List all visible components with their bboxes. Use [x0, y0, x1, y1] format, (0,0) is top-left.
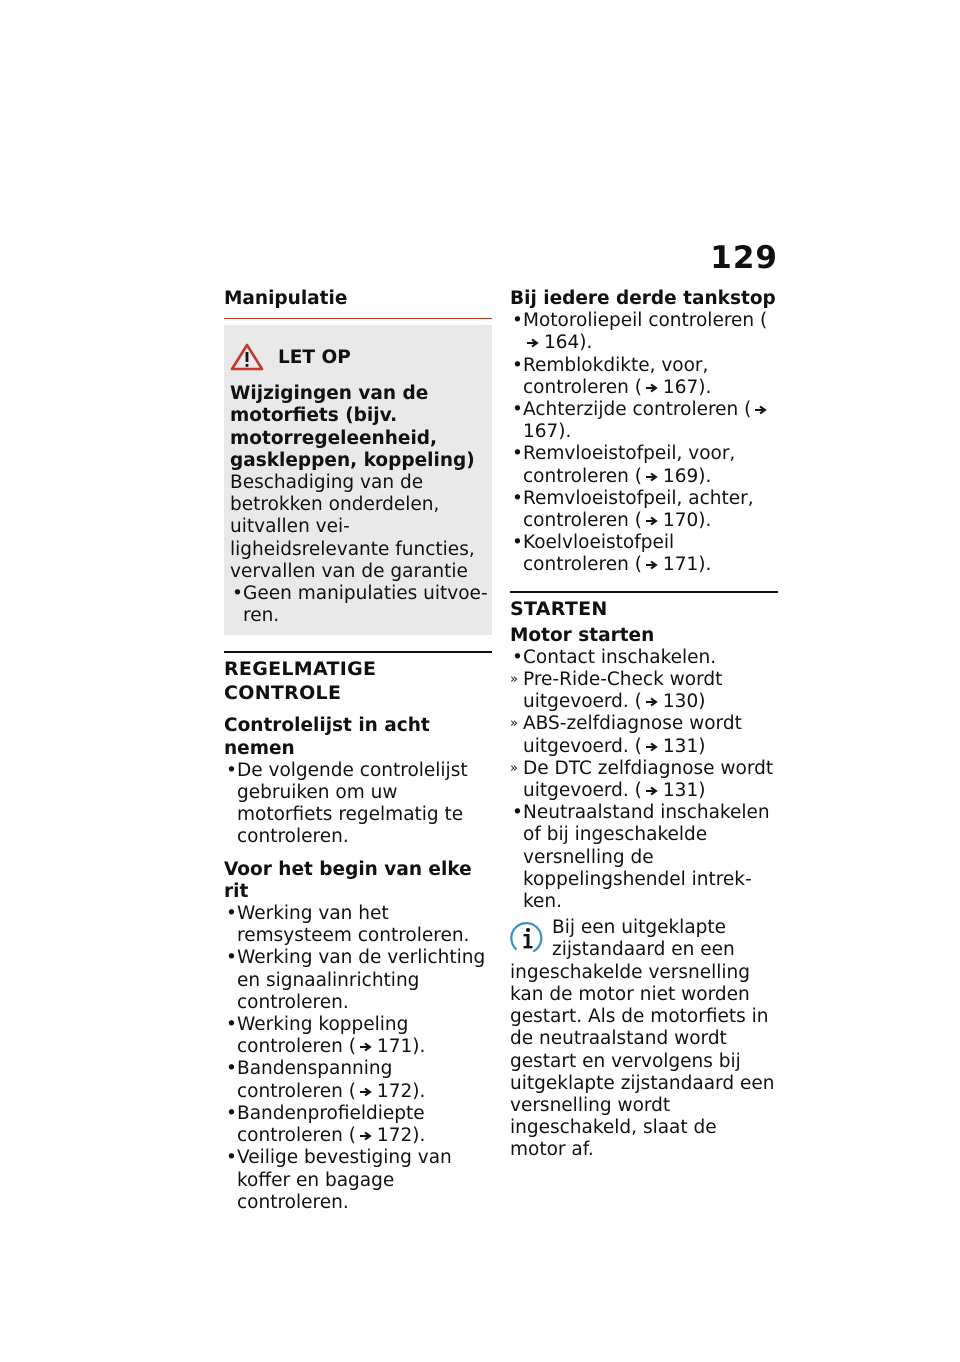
warning-body: Beschadiging van de betrokken onderdelen, uitvallen veiligheidsrelevante functies, vervallen van de garantie	[230, 472, 475, 582]
warning-divider	[224, 318, 492, 319]
info-icon	[510, 919, 546, 959]
page-reference-arrow-icon	[645, 697, 659, 707]
page-ref-link[interactable]: 172).	[376, 1125, 426, 1147]
page-reference-arrow-icon	[526, 338, 540, 348]
section-title-regelmatige-controle: REGELMATIGE CONTROLE	[224, 658, 377, 705]
page-ref-link[interactable]: 131)	[662, 780, 706, 802]
info-text: Bij een uitgeklapte zijstandaard en een ingeschakelde versnelling kan de motor niet worden gestart. Als de motorfiets in de neutraalstand wordt gestart en vervolgens bij uitgeklapte zijstandaard een versnelling wordt ingeschakeld, slaat de motor af.	[510, 917, 775, 1161]
start-results	[510, 669, 778, 802]
before-ride-item: • Bandenprofieldiepte controleren ( 172).	[224, 1103, 492, 1147]
result-item: » De DTC zelfdiagnose wordt uitgevoerd. ( 131)	[510, 758, 778, 802]
manipulation-heading: Manipulatie	[224, 288, 348, 309]
page-reference-arrow-icon	[645, 786, 659, 796]
before-ride-item: • Werking van de verlichting en signaalinrichting controleren.	[224, 947, 492, 1014]
checklist-item: • De volgende controlelijst gebruiken om uw motorfiets regelmatig te controleren.	[224, 760, 492, 849]
warning-bold-text: Wijzigingen van de motorfiets (bijv. motorregeleenheid, gaskleppen, koppeling)	[230, 383, 475, 471]
before-ride-list	[224, 903, 492, 1214]
warning-box	[224, 325, 492, 635]
warning-triangle-icon	[230, 343, 264, 371]
before-ride-item: • Bandenspanning controleren ( 172).	[224, 1058, 492, 1102]
neutral-steps	[510, 802, 778, 913]
warning-title: LET OP	[278, 346, 351, 368]
page-reference-arrow-icon	[645, 742, 659, 752]
section-title-starten: STARTEN	[510, 597, 608, 620]
warning-item: • Geen manipulaties uitvoeren.	[230, 583, 488, 627]
result-item: » Pre-Ride-Check wordt uitgevoerd. ( 130)	[510, 669, 778, 713]
page-reference-arrow-icon	[645, 472, 659, 482]
page-reference-arrow-icon	[359, 1042, 373, 1052]
checklist-heading: Controlelijst in acht nemen	[224, 715, 430, 759]
tankstop-item: • Remvloeistofpeil, voor, controleren ( 169).	[510, 443, 778, 487]
before-ride-item: • Werking koppeling controleren ( 171).	[224, 1014, 492, 1058]
page-ref-link[interactable]: 172).	[376, 1080, 426, 1102]
warning-header	[230, 343, 488, 371]
tankstop-item: • Remvloeistofpeil, achter, controleren ( 170).	[510, 488, 778, 532]
page-ref-link[interactable]: 171).	[376, 1036, 426, 1058]
start-steps	[510, 647, 778, 669]
before-ride-item: • Veilige bevestiging van koffer en bagage controleren.	[224, 1147, 492, 1214]
tankstop-item: • Motoroliepeil controleren (164).	[510, 310, 778, 354]
page-ref-link[interactable]: 170).	[662, 510, 712, 532]
page-reference-arrow-icon	[359, 1131, 373, 1141]
page-ref-link[interactable]: 169).	[662, 465, 712, 487]
page-reference-arrow-icon	[645, 560, 659, 570]
regular-check-section	[224, 651, 492, 705]
page-ref-link[interactable]: 130)	[662, 691, 706, 713]
page-reference-arrow-icon	[754, 405, 768, 415]
starting-section	[510, 591, 778, 621]
page-ref-link[interactable]: 131)	[662, 735, 706, 757]
start-step: • Contact inschakelen.	[510, 647, 778, 669]
checklist-list	[224, 760, 492, 849]
warning-list	[230, 583, 488, 627]
page-number: 129	[710, 240, 778, 276]
engine-start-heading: Motor starten	[510, 624, 655, 646]
left-column	[224, 288, 492, 1214]
result-item: » ABS-zelfdiagnose wordt uitgevoerd. ( 131)	[510, 713, 778, 757]
info-note	[510, 917, 778, 1161]
page-reference-arrow-icon	[359, 1087, 373, 1097]
third-tankstop-list	[510, 310, 778, 576]
before-ride-heading: Voor het begin van elke rit	[224, 858, 472, 902]
before-ride-item: • Werking van het remsysteem controleren.	[224, 903, 492, 947]
tankstop-item: • Remblokdikte, voor, controleren ( 167).	[510, 355, 778, 399]
tankstop-item: • Achterzijde controleren (167).	[510, 399, 778, 443]
page-reference-arrow-icon	[645, 516, 659, 526]
page-ref-link[interactable]: 171).	[662, 554, 712, 576]
page-ref-link[interactable]: 164).	[544, 332, 593, 354]
right-column	[510, 288, 778, 1162]
page-ref-link[interactable]: 167).	[662, 376, 712, 398]
page-ref-link[interactable]: 167).	[523, 421, 572, 443]
page-reference-arrow-icon	[645, 383, 659, 393]
third-tankstop-heading: Bij iedere derde tankstop	[510, 288, 776, 309]
neutral-step: • Neutraalstand inschakelen of bij ingeschakelde versnelling de koppelingshendel intrekken.	[510, 802, 778, 913]
tankstop-item: • Koelvloeistofpeil controleren ( 171).	[510, 532, 778, 576]
